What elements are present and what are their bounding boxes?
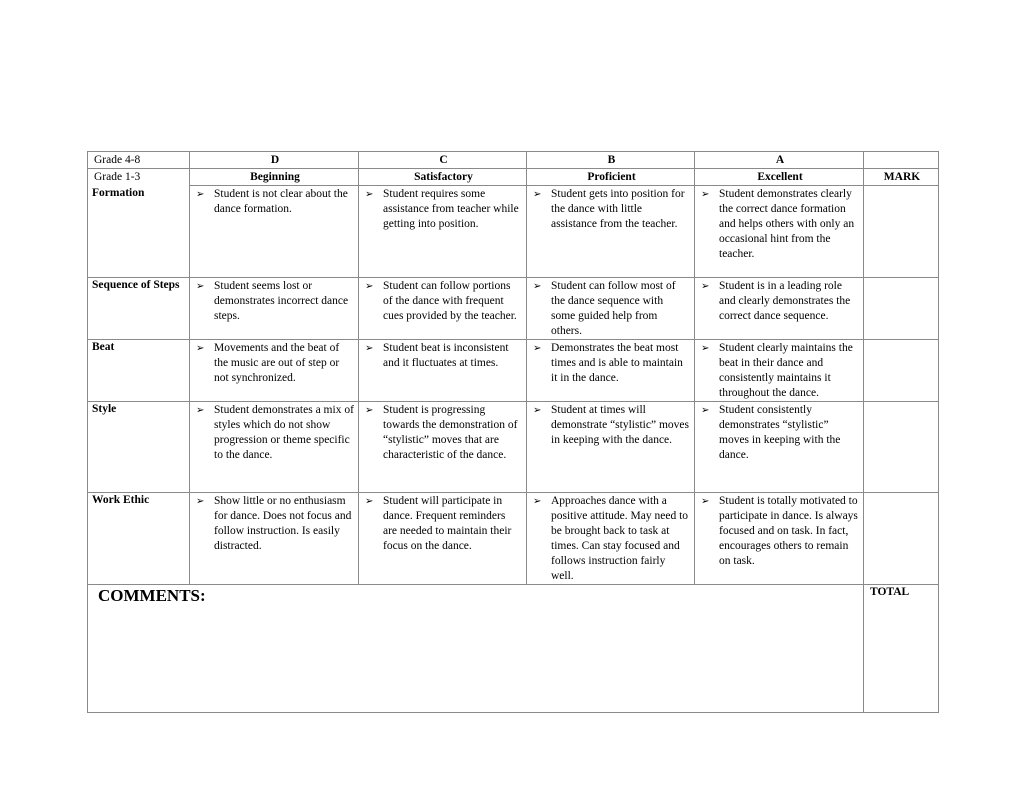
level-proficient-header: Proficient xyxy=(527,169,695,186)
criterion-style: Style xyxy=(88,402,190,493)
comments-row xyxy=(88,585,939,713)
table-row xyxy=(88,402,939,493)
level-satisfactory-header: Satisfactory xyxy=(359,169,527,186)
arrowhead-bullet-icon: ➢ xyxy=(365,405,374,416)
grade-c-header: C xyxy=(359,152,527,169)
descriptor-text: Student is totally motivated to participate in dance. Is always focused and on task. In fact, encourages others to remain on task. xyxy=(719,495,858,567)
arrowhead-bullet-icon: ➢ xyxy=(533,281,542,292)
arrowhead-bullet-icon: ➢ xyxy=(365,496,374,507)
descriptor-text: Student at times will demonstrate “stylistic” moves in keeping with the dance. xyxy=(551,404,689,446)
mark-cell[interactable] xyxy=(864,278,939,340)
arrowhead-bullet-icon: ➢ xyxy=(365,189,374,200)
grade-4-8-label: Grade 4-8 xyxy=(88,152,190,169)
arrowhead-bullet-icon: ➢ xyxy=(701,405,710,416)
arrowhead-bullet-icon: ➢ xyxy=(196,496,205,507)
descriptor-text: Student seems lost or demonstrates incorrect dance steps. xyxy=(214,280,349,322)
arrowhead-bullet-icon: ➢ xyxy=(701,496,710,507)
descriptor-cell xyxy=(359,186,527,278)
table-row xyxy=(88,340,939,402)
mark-header: MARK xyxy=(864,169,939,186)
descriptor-text: Student is progressing towards the demonstration of “stylistic” moves that are characteristic of the dance. xyxy=(383,404,518,461)
descriptor-text: Student demonstrates clearly the correct dance formation and helps others with only an occasional hint from the teacher. xyxy=(719,188,855,260)
total-label: TOTAL xyxy=(870,586,910,598)
descriptor-cell xyxy=(695,278,864,340)
criterion-beat: Beat xyxy=(88,340,190,402)
arrowhead-bullet-icon: ➢ xyxy=(196,343,205,354)
criterion-work-ethic: Work Ethic xyxy=(88,493,190,585)
total-cell[interactable] xyxy=(864,585,939,713)
descriptor-text: Student will participate in dance. Frequent reminders are needed to maintain their focus on the dance. xyxy=(383,495,512,552)
arrowhead-bullet-icon: ➢ xyxy=(196,189,205,200)
descriptor-cell xyxy=(527,402,695,493)
mark-header-blank xyxy=(864,152,939,169)
descriptor-text: Student requires some assistance from teacher while getting into position. xyxy=(383,188,519,230)
table-row xyxy=(88,278,939,340)
criterion-formation: Formation xyxy=(88,186,190,278)
arrowhead-bullet-icon: ➢ xyxy=(533,405,542,416)
grade-a-header: A xyxy=(695,152,864,169)
descriptor-cell xyxy=(190,278,359,340)
arrowhead-bullet-icon: ➢ xyxy=(533,343,542,354)
descriptor-cell xyxy=(190,186,359,278)
descriptor-cell xyxy=(527,278,695,340)
grade-1-3-header-row xyxy=(88,169,939,186)
descriptor-text: Demonstrates the beat most times and is able to maintain it in the dance. xyxy=(551,342,683,384)
descriptor-cell xyxy=(359,278,527,340)
descriptor-cell xyxy=(190,340,359,402)
arrowhead-bullet-icon: ➢ xyxy=(533,189,542,200)
comments-label: COMMENTS: xyxy=(98,586,206,605)
mark-cell[interactable] xyxy=(864,402,939,493)
grade-b-header: B xyxy=(527,152,695,169)
table-row xyxy=(88,493,939,585)
descriptor-text: Student beat is inconsistent and it fluctuates at times. xyxy=(383,342,509,369)
descriptor-text: Approaches dance with a positive attitude. May need to be brought back to task at times. Can stay focused and follows instruction fairly well. xyxy=(551,495,689,582)
table-row xyxy=(88,186,939,278)
descriptor-cell xyxy=(190,402,359,493)
descriptor-text: Student demonstrates a mix of styles which do not show progression or theme specific to the dance. xyxy=(214,404,354,461)
descriptor-text: Student consistently demonstrates “stylistic” moves in keeping with the dance. xyxy=(719,404,841,461)
level-beginning-header: Beginning xyxy=(190,169,359,186)
arrowhead-bullet-icon: ➢ xyxy=(701,343,710,354)
descriptor-text: Student is not clear about the dance formation. xyxy=(214,188,348,215)
descriptor-cell xyxy=(359,402,527,493)
arrowhead-bullet-icon: ➢ xyxy=(365,343,374,354)
descriptor-cell xyxy=(695,340,864,402)
arrowhead-bullet-icon: ➢ xyxy=(196,281,205,292)
descriptor-cell xyxy=(527,493,695,585)
grade-d-header: D xyxy=(190,152,359,169)
arrowhead-bullet-icon: ➢ xyxy=(701,189,710,200)
descriptor-cell xyxy=(695,186,864,278)
descriptor-cell xyxy=(695,402,864,493)
grade-4-8-header-row xyxy=(88,152,939,169)
descriptor-cell xyxy=(359,493,527,585)
mark-cell[interactable] xyxy=(864,493,939,585)
arrowhead-bullet-icon: ➢ xyxy=(701,281,710,292)
descriptor-text: Movements and the beat of the music are out of step or not synchronized. xyxy=(214,342,340,384)
descriptor-text: Student can follow portions of the dance with frequent cues provided by the teacher. xyxy=(383,280,517,322)
descriptor-cell xyxy=(527,340,695,402)
descriptor-cell xyxy=(527,186,695,278)
comments-area[interactable] xyxy=(88,585,864,713)
mark-cell[interactable] xyxy=(864,186,939,278)
descriptor-text: Student gets into position for the dance with little assistance from the teacher. xyxy=(551,188,685,230)
mark-cell[interactable] xyxy=(864,340,939,402)
descriptor-cell xyxy=(359,340,527,402)
descriptor-cell xyxy=(695,493,864,585)
arrowhead-bullet-icon: ➢ xyxy=(365,281,374,292)
descriptor-text: Student clearly maintains the beat in their dance and consistently maintains it throughout the dance. xyxy=(719,342,853,399)
descriptor-text: Show little or no enthusiasm for dance. Does not focus and follow instruction. Is easily distracted. xyxy=(214,495,352,552)
descriptor-text: Student can follow most of the dance sequence with some guided help from others. xyxy=(551,280,676,337)
dance-rubric-table xyxy=(87,151,939,713)
grade-1-3-label: Grade 1-3 xyxy=(88,169,190,186)
arrowhead-bullet-icon: ➢ xyxy=(196,405,205,416)
level-excellent-header: Excellent xyxy=(695,169,864,186)
descriptor-cell xyxy=(190,493,359,585)
criterion-sequence-of-steps: Sequence of Steps xyxy=(88,278,190,340)
descriptor-text: Student is in a leading role and clearly demonstrates the correct dance sequence. xyxy=(719,280,851,322)
arrowhead-bullet-icon: ➢ xyxy=(533,496,542,507)
